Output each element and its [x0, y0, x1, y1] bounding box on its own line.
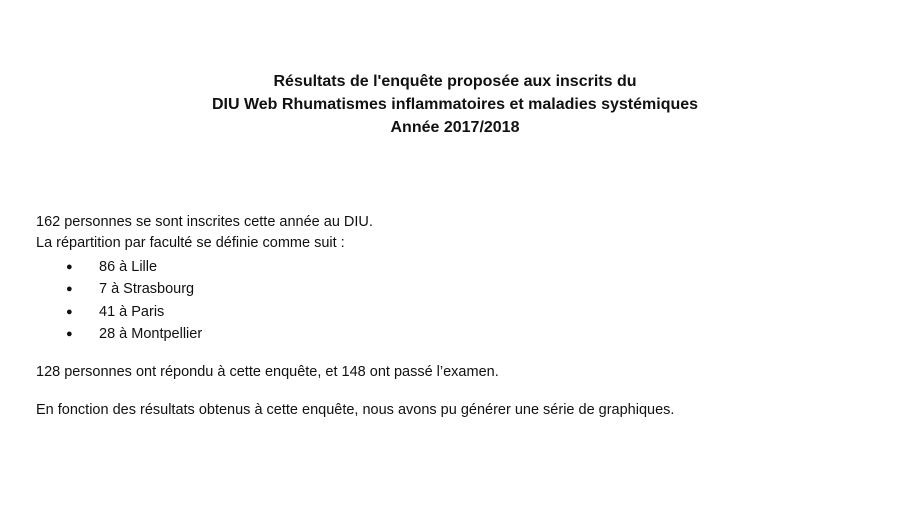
document-body: [36, 212, 896, 421]
title-line-3: Année 2017/2018: [390, 119, 520, 136]
list-item: [36, 278, 896, 300]
conclusion-paragraph: En fonction des résultats obtenus à cette enquête, nous avons pu générer une série de graphiques.: [36, 402, 675, 419]
responses-paragraph: 128 personnes ont répondu à cette enquête, et 148 ont passé l’examen.: [36, 364, 499, 381]
document-title: [0, 70, 910, 139]
list-item: [36, 256, 896, 278]
bullet-icon: ●: [66, 305, 73, 318]
bullet-icon: ●: [66, 261, 73, 273]
list-item-text: 86 à Lille: [99, 259, 158, 275]
bullet-icon: ●: [66, 283, 73, 296]
intro-line-2: La répartition par faculté se définie comme suit :: [36, 235, 345, 251]
title-line-1: Résultats de l'enquête proposée aux inscrits du: [273, 73, 637, 90]
title-line-2: DIU Web Rhumatismes inflammatoires et maladies systémiques: [211, 96, 699, 113]
bullet-icon: ●: [66, 327, 73, 340]
list-item-text: 28 à Montpellier: [99, 325, 203, 342]
list-item-text: 41 à Paris: [99, 303, 165, 320]
list-item: [36, 323, 896, 345]
list-item-text: 7 à Strasbourg: [99, 281, 195, 298]
intro-line-1: 162 personnes se sont inscrites cette année au DIU.: [36, 214, 373, 230]
faculty-list: [36, 256, 896, 345]
list-item: [36, 301, 896, 323]
